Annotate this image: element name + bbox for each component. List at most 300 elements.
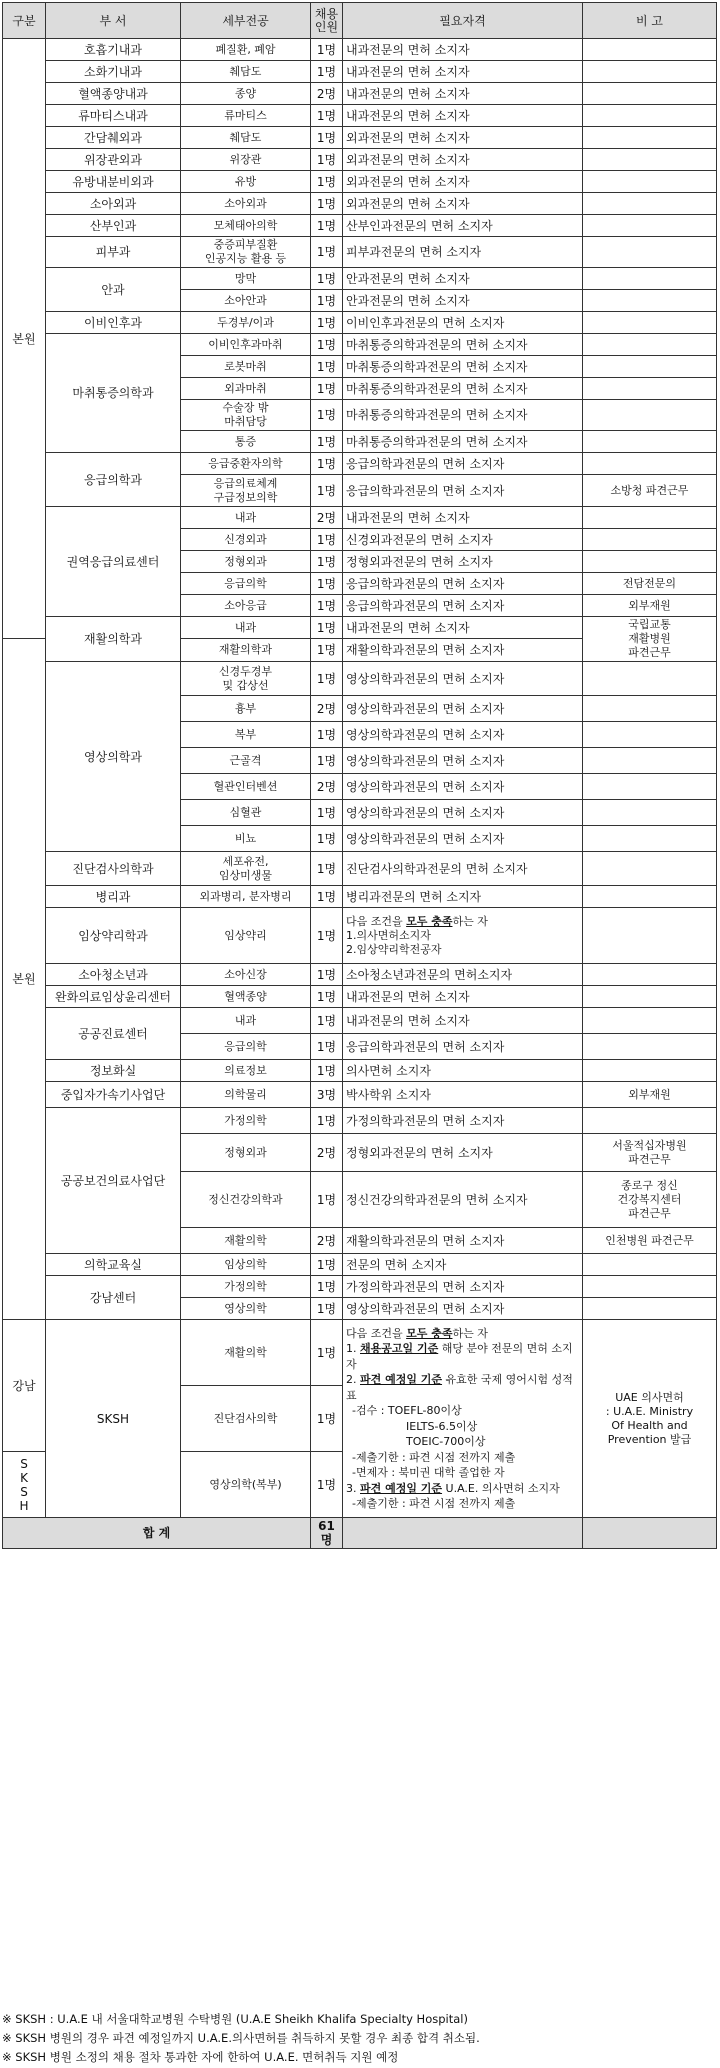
major-cell: 임상의학 [181, 1254, 311, 1276]
requirement-cell: 외과전문의 면허 소지자 [343, 171, 583, 193]
requirement-cell [343, 1320, 583, 1518]
dept-cell: 소아청소년과 [46, 964, 181, 986]
group-cell: 본원 [3, 39, 46, 639]
count-cell: 1명 [311, 662, 343, 696]
note-cell [583, 507, 717, 529]
note-cell: 전담전문의 [583, 573, 717, 595]
requirement-cell: 안과전문의 면허 소지자 [343, 290, 583, 312]
count-cell: 1명 [311, 193, 343, 215]
total-count: 61명 [311, 1518, 343, 1549]
table-row [3, 171, 717, 193]
dept-cell: 마취통증의학과 [46, 334, 181, 453]
count-cell: 1명 [311, 852, 343, 886]
dept-cell: 이비인후과 [46, 312, 181, 334]
requirement-cell: 영상의학과전문의 면허 소지자 [343, 662, 583, 696]
dept-cell: 강남센터 [46, 1276, 181, 1320]
dept-cell: 임상약리학과 [46, 908, 181, 964]
dept-cell: 소아외과 [46, 193, 181, 215]
count-cell: 1명 [311, 1254, 343, 1276]
header-major: 세부전공 [181, 3, 311, 39]
requirement-cell: 영상의학과전문의 면허 소지자 [343, 774, 583, 800]
requirement-cell: 피부과전문의 면허 소지자 [343, 237, 583, 268]
major-cell: 재활의학 [181, 1228, 311, 1254]
count-cell: 2명 [311, 83, 343, 105]
major-cell: 재활의학과 [181, 639, 311, 662]
dept-cell: 혈액종양내과 [46, 83, 181, 105]
requirement-cell: 가정의학과전문의 면허 소지자 [343, 1108, 583, 1134]
table-row [3, 1060, 717, 1082]
group-cell: S K S H [3, 1452, 46, 1518]
req-line: -면제자 : 북미권 대학 졸업한 자 [352, 1466, 505, 1479]
table-row [3, 1008, 717, 1034]
requirement-cell: 마취통증의학과전문의 면허 소지자 [343, 334, 583, 356]
major-cell: 가정의학 [181, 1276, 311, 1298]
req-line: -검수 : TOEFL-80이상 [352, 1404, 462, 1417]
count-cell: 1명 [311, 800, 343, 826]
recruitment-table [2, 2, 717, 1549]
requirement-cell: 영상의학과전문의 면허 소지자 [343, 1298, 583, 1320]
major-cell: 흉부 [181, 696, 311, 722]
dept-cell: 진단검사의학과 [46, 852, 181, 886]
requirement-cell: 응급의학과전문의 면허 소지자 [343, 595, 583, 617]
table-row [3, 617, 717, 639]
requirement-cell: 재활의학과전문의 면허 소지자 [343, 1228, 583, 1254]
major-cell: 영상의학 [181, 1298, 311, 1320]
count-cell: 3명 [311, 1082, 343, 1108]
count-cell: 1명 [311, 334, 343, 356]
requirement-cell: 내과전문의 면허 소지자 [343, 986, 583, 1008]
count-cell: 1명 [311, 1008, 343, 1034]
note-cell [583, 800, 717, 826]
footnote: ※ SKSH : U.A.E 내 서울대학교병원 수탁병원 (U.A.E Sheikh Khalifa Specialty Hospital) [2, 2012, 468, 2026]
requirement-cell: 소아청소년과전문의 면허소지자 [343, 964, 583, 986]
major-cell: 비뇨 [181, 826, 311, 852]
count-cell: 2명 [311, 1134, 343, 1172]
note-cell: 외부재원 [583, 595, 717, 617]
requirement-cell: 응급의학과전문의 면허 소지자 [343, 475, 583, 507]
count-cell: 1명 [311, 722, 343, 748]
major-cell: 신경외과 [181, 529, 311, 551]
major-cell: 위장관 [181, 149, 311, 171]
req-text: 유효한 국제 영어시험 성적표 [346, 1373, 573, 1402]
dept-cell: 정보화실 [46, 1060, 181, 1082]
major-cell: 이비인후과마취 [181, 334, 311, 356]
header-row [3, 3, 717, 39]
table-row [3, 1276, 717, 1298]
major-cell: 정형외과 [181, 1134, 311, 1172]
note-cell [583, 1060, 717, 1082]
major-cell: 신경두경부 및 갑상선 [181, 662, 311, 696]
count-cell: 1명 [311, 61, 343, 83]
header-requirement: 필요자격 [343, 3, 583, 39]
requirement-cell: 내과전문의 면허 소지자 [343, 105, 583, 127]
req-line: 2.임상약리학전공자 [346, 942, 442, 956]
note-cell: 종로구 정신 건강복지센터 파견근무 [583, 1172, 717, 1228]
dept-cell: 호흡기내과 [46, 39, 181, 61]
note-cell [583, 551, 717, 573]
major-cell: 모체태아의학 [181, 215, 311, 237]
major-cell: 수술장 밖 마취담당 [181, 400, 311, 431]
major-cell: 가정의학 [181, 1108, 311, 1134]
count-cell: 1명 [311, 986, 343, 1008]
table-row [3, 507, 717, 529]
group-cell: 강남 [3, 1320, 46, 1452]
note-cell [583, 529, 717, 551]
dept-cell: 권역응급의료센터 [46, 507, 181, 617]
dept-cell: 공공보건의료사업단 [46, 1108, 181, 1254]
note-cell [583, 964, 717, 986]
requirement-cell: 내과전문의 면허 소지자 [343, 61, 583, 83]
requirement-cell: 내과전문의 면허 소지자 [343, 617, 583, 639]
requirement-cell: 전문의 면허 소지자 [343, 1254, 583, 1276]
count-cell: 1명 [311, 529, 343, 551]
table-row [3, 662, 717, 696]
note-cell [583, 826, 717, 852]
req-emphasis: 파견 예정일 기준 [360, 1481, 443, 1495]
requirement-cell: 영상의학과전문의 면허 소지자 [343, 800, 583, 826]
total-blank [343, 1518, 583, 1549]
requirement-cell: 재활의학과전문의 면허 소지자 [343, 639, 583, 662]
count-cell: 1명 [311, 1060, 343, 1082]
requirement-cell: 외과전문의 면허 소지자 [343, 127, 583, 149]
table-row [3, 127, 717, 149]
count-cell: 1명 [311, 1034, 343, 1060]
requirement-cell: 영상의학과전문의 면허 소지자 [343, 722, 583, 748]
req-line: IELTS-6.5이상 [406, 1419, 478, 1433]
table-row [3, 193, 717, 215]
total-row [3, 1518, 717, 1549]
table-row [3, 312, 717, 334]
table-row [3, 105, 717, 127]
count-cell: 1명 [311, 215, 343, 237]
count-cell: 1명 [311, 105, 343, 127]
table-row [3, 268, 717, 290]
note-cell [583, 1034, 717, 1060]
dept-cell: 병리과 [46, 886, 181, 908]
count-cell: 1명 [311, 595, 343, 617]
count-cell: 1명 [311, 431, 343, 453]
major-cell: 종양 [181, 83, 311, 105]
requirement-cell: 의사면허 소지자 [343, 1060, 583, 1082]
note-cell [583, 1108, 717, 1134]
count-cell: 1명 [311, 127, 343, 149]
major-cell: 로봇마취 [181, 356, 311, 378]
requirement-cell: 진단검사의학과전문의 면허 소지자 [343, 852, 583, 886]
table-row [3, 83, 717, 105]
req-text: 하는 자 [452, 914, 488, 928]
major-cell: 내과 [181, 617, 311, 639]
major-cell: 소아외과 [181, 193, 311, 215]
major-cell: 근골격 [181, 748, 311, 774]
count-cell: 1명 [311, 171, 343, 193]
count-cell: 1명 [311, 639, 343, 662]
table-row [3, 1108, 717, 1134]
note-cell [583, 400, 717, 431]
count-cell: 1명 [311, 453, 343, 475]
note-cell [583, 886, 717, 908]
req-line: 1.의사면허소지자 [346, 928, 431, 942]
dept-cell: 간담췌외과 [46, 127, 181, 149]
major-cell: 복부 [181, 722, 311, 748]
count-cell: 1명 [311, 1320, 343, 1386]
note-cell [583, 431, 717, 453]
major-cell: 망막 [181, 268, 311, 290]
table-row [3, 453, 717, 475]
major-cell: 혈액종양 [181, 986, 311, 1008]
count-cell: 2명 [311, 507, 343, 529]
requirement-cell: 정형외과전문의 면허 소지자 [343, 1134, 583, 1172]
major-cell: 유방 [181, 171, 311, 193]
dept-cell: 피부과 [46, 237, 181, 268]
header-dept: 부 서 [46, 3, 181, 39]
note-cell [583, 1254, 717, 1276]
note-cell [583, 986, 717, 1008]
major-cell: 류마티스 [181, 105, 311, 127]
major-cell: 소아응급 [181, 595, 311, 617]
header-group: 구분 [3, 3, 46, 39]
dept-cell: 완화의료임상윤리센터 [46, 986, 181, 1008]
requirement-cell: 마취통증의학과전문의 면허 소지자 [343, 400, 583, 431]
note-cell [583, 1008, 717, 1034]
count-cell: 1명 [311, 400, 343, 431]
major-cell: 췌담도 [181, 61, 311, 83]
requirement-cell: 박사학위 소지자 [343, 1082, 583, 1108]
req-line: TOEIC-700이상 [406, 1435, 486, 1448]
count-cell: 1명 [311, 1298, 343, 1320]
note-cell [583, 748, 717, 774]
req-text: U.A.E. 의사면허 소지자 [442, 1481, 560, 1495]
note-cell [583, 696, 717, 722]
req-text: 해당 분야 전문의 면허 소지자 [346, 1342, 573, 1371]
count-cell: 1명 [311, 149, 343, 171]
note-cell: 서울적십자병원 파견근무 [583, 1134, 717, 1172]
req-text: 하는 자 [452, 1326, 488, 1340]
req-text: 1. [346, 1342, 360, 1355]
note-cell [583, 193, 717, 215]
note-cell [583, 356, 717, 378]
note-cell [583, 1298, 717, 1320]
major-cell: 세포유전, 임상미생물 [181, 852, 311, 886]
count-cell: 1명 [311, 1452, 343, 1518]
table-row [3, 334, 717, 356]
note-cell [583, 268, 717, 290]
note-cell [583, 334, 717, 356]
header-count: 채용 인원 [311, 3, 343, 39]
dept-cell: SKSH [46, 1320, 181, 1518]
note-cell [583, 908, 717, 964]
req-emphasis: 채용공고일 기준 [360, 1342, 439, 1355]
dept-cell: 의학교육실 [46, 1254, 181, 1276]
count-cell: 2명 [311, 774, 343, 800]
table-row [3, 215, 717, 237]
requirement-cell: 마취통증의학과전문의 면허 소지자 [343, 431, 583, 453]
note-cell [583, 127, 717, 149]
major-cell: 응급의학 [181, 573, 311, 595]
requirement-cell: 가정의학과전문의 면허 소지자 [343, 1276, 583, 1298]
count-cell: 1명 [311, 748, 343, 774]
note-cell [583, 149, 717, 171]
note-cell [583, 852, 717, 886]
count-cell: 1명 [311, 237, 343, 268]
requirement-cell: 응급의학과전문의 면허 소지자 [343, 1034, 583, 1060]
table-row [3, 39, 717, 61]
count-cell: 1명 [311, 1276, 343, 1298]
count-cell: 1명 [311, 964, 343, 986]
requirement-cell: 응급의학과전문의 면허 소지자 [343, 573, 583, 595]
footnote: ※ SKSH 병원 소정의 채용 절차 통과한 자에 한하여 U.A.E. 면허취득 지원 예정 [2, 2050, 399, 2064]
header-note: 비 고 [583, 3, 717, 39]
count-cell: 1명 [311, 886, 343, 908]
dept-cell: 재활의학과 [46, 617, 181, 662]
requirement-cell: 정신건강의학과전문의 면허 소지자 [343, 1172, 583, 1228]
requirement-cell: 정형외과전문의 면허 소지자 [343, 551, 583, 573]
dept-cell: 산부인과 [46, 215, 181, 237]
note-cell [583, 215, 717, 237]
table-row [3, 908, 717, 964]
dept-cell: 류마티스내과 [46, 105, 181, 127]
count-cell: 1명 [311, 1108, 343, 1134]
req-line: -제출기한 : 파견 시점 전까지 제출 [352, 1450, 516, 1464]
major-cell: 진단검사의학 [181, 1386, 311, 1452]
table-row [3, 852, 717, 886]
major-cell: 통증 [181, 431, 311, 453]
major-cell: 내과 [181, 1008, 311, 1034]
count-cell: 2명 [311, 696, 343, 722]
req-text: 다음 조건을 [346, 1326, 407, 1340]
note-cell [583, 378, 717, 400]
dept-cell: 중입자가속기사업단 [46, 1082, 181, 1108]
requirement-cell: 산부인과전문의 면허 소지자 [343, 215, 583, 237]
requirement-cell: 영상의학과전문의 면허 소지자 [343, 826, 583, 852]
note-cell [583, 105, 717, 127]
total-label: 합 계 [3, 1518, 311, 1549]
requirement-cell: 영상의학과전문의 면허 소지자 [343, 748, 583, 774]
major-cell: 심혈관 [181, 800, 311, 826]
count-cell: 1명 [311, 617, 343, 639]
group-cell: 본원 [3, 639, 46, 1320]
table-row [3, 61, 717, 83]
note-cell [583, 722, 717, 748]
major-cell: 혈관인터벤션 [181, 774, 311, 800]
note-cell [583, 312, 717, 334]
major-cell: 중증피부질환 인공지능 활용 등 [181, 237, 311, 268]
major-cell: 소아안과 [181, 290, 311, 312]
note-cell [583, 237, 717, 268]
requirement-cell: 병리과전문의 면허 소지자 [343, 886, 583, 908]
count-cell: 1명 [311, 475, 343, 507]
note-cell [583, 1276, 717, 1298]
note-cell [583, 774, 717, 800]
major-cell: 응급의학 [181, 1034, 311, 1060]
note-cell: 인천병원 파견근무 [583, 1228, 717, 1254]
count-cell: 1명 [311, 1172, 343, 1228]
requirement-cell: 신경외과전문의 면허 소지자 [343, 529, 583, 551]
count-cell: 1명 [311, 1386, 343, 1452]
requirement-cell: 이비인후과전문의 면허 소지자 [343, 312, 583, 334]
total-blank-note [583, 1518, 717, 1549]
requirement-cell: 영상의학과전문의 면허 소지자 [343, 696, 583, 722]
major-cell: 두경부/이과 [181, 312, 311, 334]
major-cell: 재활의학 [181, 1320, 311, 1386]
dept-cell: 소화기내과 [46, 61, 181, 83]
count-cell: 1명 [311, 312, 343, 334]
count-cell: 1명 [311, 39, 343, 61]
footnotes [2, 2010, 716, 2067]
note-cell [583, 290, 717, 312]
req-emphasis: 모두 충족 [406, 914, 453, 928]
req-emphasis: 모두 충족 [406, 1326, 453, 1340]
req-text: 다음 조건을 [346, 914, 407, 928]
count-cell: 2명 [311, 1228, 343, 1254]
note-cell [583, 662, 717, 696]
requirement-cell: 내과전문의 면허 소지자 [343, 1008, 583, 1034]
req-emphasis: 파견 예정일 기준 [360, 1373, 443, 1386]
table-row [3, 1320, 717, 1386]
note-cell: UAE 의사면허 : U.A.E. Ministry Of Health and Prevention 발급 [583, 1320, 717, 1518]
dept-cell: 공공진료센터 [46, 1008, 181, 1060]
note-cell: 소방청 파견근무 [583, 475, 717, 507]
dept-cell: 안과 [46, 268, 181, 312]
requirement-cell: 내과전문의 면허 소지자 [343, 507, 583, 529]
major-cell: 정형외과 [181, 551, 311, 573]
req-line: -제출기한 : 파견 시점 전까지 제출 [352, 1497, 516, 1510]
major-cell: 정신건강의학과 [181, 1172, 311, 1228]
note-cell [583, 83, 717, 105]
major-cell: 내과 [181, 507, 311, 529]
dept-cell: 응급의학과 [46, 453, 181, 507]
count-cell: 1명 [311, 573, 343, 595]
requirement-cell: 마취통증의학과전문의 면허 소지자 [343, 378, 583, 400]
count-cell: 1명 [311, 826, 343, 852]
note-cell [583, 61, 717, 83]
major-cell: 영상의학(복부) [181, 1452, 311, 1518]
dept-cell: 영상의학과 [46, 662, 181, 852]
dept-cell: 위장관외과 [46, 149, 181, 171]
requirement-cell: 내과전문의 면허 소지자 [343, 83, 583, 105]
major-cell: 의학물리 [181, 1082, 311, 1108]
major-cell: 임상약리 [181, 908, 311, 964]
requirement-cell [343, 908, 583, 964]
note-cell: 외부재원 [583, 1082, 717, 1108]
requirement-cell: 내과전문의 면허 소지자 [343, 39, 583, 61]
table-row [3, 1254, 717, 1276]
req-text: 3. [346, 1481, 360, 1495]
count-cell: 1명 [311, 908, 343, 964]
table-row [3, 886, 717, 908]
major-cell: 소아신장 [181, 964, 311, 986]
major-cell: 췌담도 [181, 127, 311, 149]
dept-cell: 유방내분비외과 [46, 171, 181, 193]
note-cell [583, 39, 717, 61]
table-row [3, 964, 717, 986]
req-text: 2. [346, 1373, 360, 1386]
count-cell: 1명 [311, 268, 343, 290]
count-cell: 1명 [311, 378, 343, 400]
major-cell: 외과병리, 분자병리 [181, 886, 311, 908]
table-row [3, 149, 717, 171]
major-cell: 의료정보 [181, 1060, 311, 1082]
major-cell: 외과마취 [181, 378, 311, 400]
major-cell: 응급의료체계 구급정보의학 [181, 475, 311, 507]
table-row [3, 986, 717, 1008]
requirement-cell: 외과전문의 면허 소지자 [343, 149, 583, 171]
note-cell [583, 171, 717, 193]
count-cell: 1명 [311, 551, 343, 573]
note-cell: 국립교통 재활병원 파견근무 [583, 617, 717, 662]
count-cell: 1명 [311, 290, 343, 312]
note-cell [583, 453, 717, 475]
requirement-cell: 응급의학과전문의 면허 소지자 [343, 453, 583, 475]
